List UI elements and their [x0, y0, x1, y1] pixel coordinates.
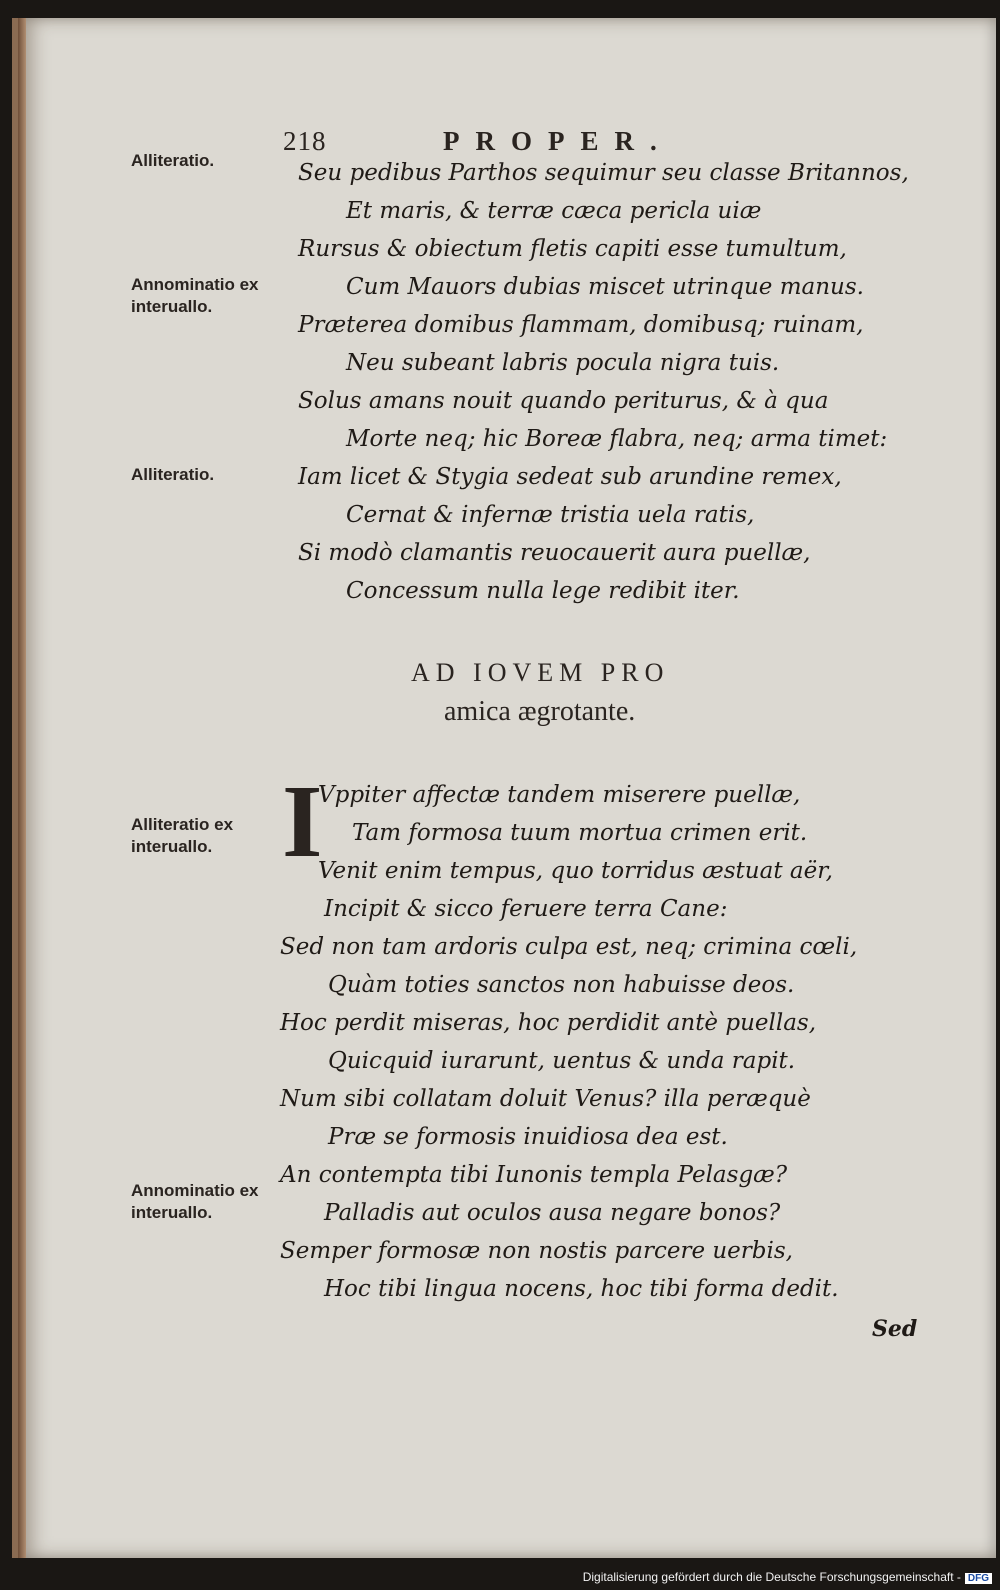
verse-line: Si modò clamantis reuocauerit aura puellæ, [298, 540, 811, 566]
verse-line: Præterea domibus flammam, domibusq; ruinam, [298, 312, 864, 338]
verse-line: Quicquid iurarunt, uentus & unda rapit. [328, 1048, 796, 1074]
poem-subtitle: amica ægrotante. [444, 696, 636, 727]
verse-line: Semper formosæ non nostis parcere uerbis, [280, 1238, 793, 1264]
poem-title: AD IOVEM PRO [411, 658, 670, 687]
running-head: PROPER. [443, 126, 673, 156]
verse-line: Cum Mauors dubias miscet utrinque manus. [346, 274, 864, 300]
verse-line: Sed non tam ardoris culpa est, neq; crimina cœli, [280, 934, 858, 960]
verse-line: Palladis aut oculos ausa negare bonos? [324, 1200, 781, 1226]
verse-line: Præ se formosis inuidiosa dea est. [328, 1124, 728, 1150]
verse-line: Solus amans nouit quando periturus, & à qua [298, 388, 829, 414]
verse-line: Vppiter affectæ tandem miserere puellæ, [318, 782, 801, 808]
book-page [12, 18, 996, 1558]
verse-line: Iam licet & Stygia sedeat sub arundine remex, [298, 464, 842, 490]
page-number: 218 [283, 126, 327, 156]
verse-line: Hoc tibi lingua nocens, hoc tibi forma dedit. [324, 1276, 839, 1302]
drop-cap: I [282, 764, 323, 879]
catchword: Sed [872, 1316, 918, 1342]
margin-note-alliteratio-3: Alliteratio ex interuallo. [131, 815, 234, 856]
verse-line: Quàm toties sanctos non habuisse deos. [328, 972, 795, 998]
verse-line: Num sibi collatam doluit Venus? illa peræquè [280, 1086, 811, 1112]
margin-note-alliteratio-1: Alliteratio. [131, 151, 215, 170]
verse-line: Neu subeant labris pocula nigra tuis. [346, 350, 780, 376]
dfg-logo: DFG [965, 1573, 992, 1584]
verse-line: Rursus & obiectum fletis capiti esse tumultum, [298, 236, 847, 262]
margin-note-annominatio-1: Annominatio ex interuallo. [131, 275, 259, 316]
verse-line: Hoc perdit miseras, hoc perdidit antè puellas, [280, 1010, 817, 1036]
verse-line: Concessum nulla lege redibit iter. [346, 578, 740, 604]
verse-line: Et maris, & terræ cæca pericla uiæ [346, 198, 762, 224]
footer-credit [583, 1570, 992, 1584]
verse-line: Venit enim tempus, quo torridus æstuat aër, [318, 858, 833, 884]
verse-line: Seu pedibus Parthos sequimur seu classe Britannos, [298, 160, 909, 186]
verse-line: Cernat & infernæ tristia uela ratis, [346, 502, 755, 528]
verse-line: Incipit & sicco feruere terra Cane: [324, 896, 728, 922]
margin-note-annominatio-2: Annominatio ex interuallo. [131, 1181, 259, 1222]
footer-text: Digitalisierung gefördert durch die Deutsche Forschungsgemeinschaft - [582, 1570, 961, 1584]
page-edge [18, 18, 26, 1558]
margin-note-alliteratio-2: Alliteratio. [131, 465, 215, 484]
verse-line: An contempta tibi Iunonis templa Pelasgæ? [280, 1162, 788, 1188]
verse-line: Morte neq; hic Boreæ flabra, neq; arma timet: [346, 426, 888, 452]
verse-line: Tam formosa tuum mortua crimen erit. [352, 820, 808, 846]
